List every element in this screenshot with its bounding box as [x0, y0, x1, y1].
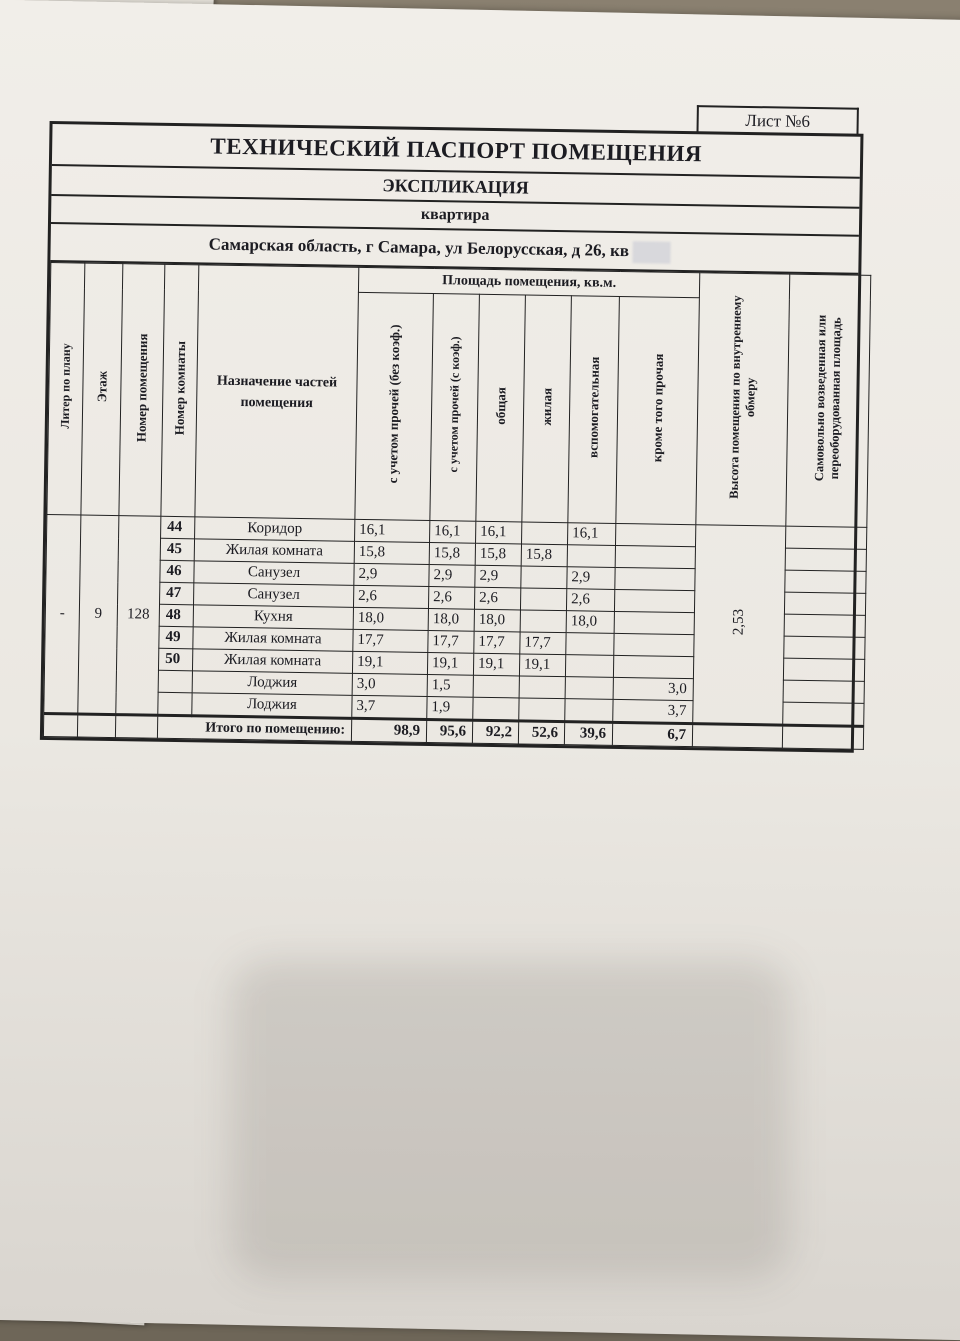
total-other: 6,7: [612, 722, 692, 746]
col-with-other-coef: с учетом прочей (с коэф.): [430, 294, 480, 522]
document-subtitle: ЭКСПЛИКАЦИЯ: [51, 166, 859, 209]
cell-other: 3,7: [613, 699, 693, 723]
cell-floor: 9: [78, 515, 119, 715]
cell-living: 17,7: [520, 632, 566, 655]
cell-living: 15,8: [521, 544, 567, 567]
total-living: 52,6: [518, 721, 564, 745]
cell-total: 16,1: [476, 521, 522, 544]
cell-empty: [115, 715, 157, 739]
cell-no-coef: 19,1: [352, 651, 427, 674]
cell-aux: [565, 655, 613, 678]
cell-other: [614, 633, 694, 656]
premise-kind: квартира: [51, 196, 859, 237]
cell-other: [615, 545, 695, 568]
cell-no-coef: 15,8: [354, 541, 429, 564]
col-liter: Литер по плану: [47, 263, 85, 516]
cell-unauthorized: [784, 636, 865, 659]
cell-purpose: Лоджия: [192, 693, 352, 719]
cell-aux: 2,9: [567, 567, 615, 590]
cell-aux: [565, 699, 613, 723]
col-floor: Этаж: [81, 263, 123, 516]
cell-no-coef: 3,0: [352, 673, 427, 696]
cell-coef: 19,1: [427, 653, 473, 676]
total-coef: 95,6: [426, 719, 472, 743]
cell-other: [614, 611, 694, 634]
cell-living: 19,1: [519, 654, 565, 677]
cell-total: [473, 675, 519, 698]
cell-purpose: Коридор: [195, 517, 355, 542]
cell-coef: 1,5: [427, 675, 473, 698]
cell-living: [519, 676, 565, 699]
cell-aux: 2,6: [566, 589, 614, 612]
cell-empty: [692, 724, 782, 748]
cell-no-coef: 16,1: [355, 519, 430, 542]
phone-shadow: [230, 960, 790, 1280]
cell-aux: 18,0: [566, 611, 614, 634]
cell-coef: 16,1: [430, 521, 476, 544]
cell-other: [615, 523, 695, 546]
cell-unauthorized: [783, 702, 864, 726]
cell-unauthorized: [785, 548, 866, 571]
cell-room-no: 45: [160, 538, 194, 561]
col-height: Высота помещения по внутреннему обмеру: [696, 273, 790, 526]
col-purpose: Назначение частей помещения: [195, 265, 359, 519]
document-title: ТЕХНИЧЕСКИЙ ПАСПОРТ ПОМЕЩЕНИЯ: [52, 124, 861, 179]
col-total: общая: [476, 294, 526, 522]
cell-no-coef: 17,7: [353, 629, 428, 652]
cell-room-no: 50: [158, 648, 192, 671]
cell-purpose: Санузел: [194, 583, 354, 608]
cell-no-coef: 2,6: [353, 585, 428, 608]
cell-unauthorized: [784, 614, 865, 637]
address-text: Самарская область, г Самара, ул Белорусская, д 26, кв: [208, 234, 630, 261]
cell-room-no: 48: [159, 604, 193, 627]
cell-unauthorized: [785, 592, 866, 615]
col-group-area: Площадь помещения, кв.м.: [358, 267, 699, 297]
cell-no-coef: 3,7: [352, 695, 427, 719]
cell-other: 3,0: [613, 677, 693, 700]
cell-total: 19,1: [473, 653, 519, 676]
cell-unauthorized: [783, 658, 864, 681]
cell-coef: 17,7: [428, 631, 474, 654]
cell-no-coef: 2,9: [354, 563, 429, 586]
cell-unauthorized: [783, 680, 864, 703]
cell-total: 2,6: [474, 587, 520, 610]
cell-purpose: Кухня: [193, 605, 353, 630]
total-no-coef: 98,9: [351, 718, 426, 742]
cell-coef: 1,9: [427, 696, 473, 720]
cell-premise-no: 128: [116, 516, 161, 716]
cell-empty: [77, 714, 115, 738]
redacted-apartment-number: [633, 241, 671, 264]
cell-room-no: 49: [159, 626, 193, 649]
col-other: кроме того прочая: [616, 296, 700, 524]
cell-room-no: 47: [160, 582, 194, 605]
cell-aux: 16,1: [568, 523, 616, 546]
cell-purpose: Жилая комната: [194, 539, 354, 564]
cell-aux: [565, 677, 613, 700]
cell-empty: [782, 725, 863, 749]
cell-aux: [567, 545, 615, 568]
cell-room-no: 44: [161, 516, 195, 539]
cell-room-no: 46: [160, 560, 194, 583]
cell-height: [693, 525, 786, 725]
cell-coef: 2,6: [428, 587, 474, 610]
cell-total: 15,8: [475, 543, 521, 566]
cell-purpose: Санузел: [194, 561, 354, 586]
cell-living: [520, 610, 566, 633]
total-aux: 39,6: [564, 722, 612, 746]
cell-living: [520, 588, 566, 611]
col-living: жилая: [522, 295, 572, 523]
cell-unauthorized: [785, 570, 866, 593]
cell-other: [615, 567, 695, 590]
sheet-number: Лист №6: [696, 105, 858, 136]
col-unauthorized: Самовольно возведенная или переоборудованная площадь: [786, 274, 871, 527]
col-room-no: Номер комнаты: [161, 264, 199, 517]
cell-purpose: Жилая комната: [193, 627, 353, 652]
cell-total: [473, 697, 519, 721]
col-with-other-no-coef: с учетом прочей (без коэф.): [355, 292, 434, 520]
cell-room-no: [158, 692, 192, 716]
cell-coef: 15,8: [429, 543, 475, 566]
cell-coef: 18,0: [428, 609, 474, 632]
cell-living: [521, 566, 567, 589]
cell-purpose: Жилая комната: [192, 649, 352, 674]
cell-total: 2,9: [475, 565, 521, 588]
cell-unauthorized: [786, 526, 867, 549]
table-body: [43, 515, 866, 750]
totals-label: Итого по помещению:: [157, 715, 351, 741]
cell-total: 17,7: [474, 631, 520, 654]
cell-other: [614, 589, 694, 612]
cell-no-coef: 18,0: [353, 607, 428, 630]
cell-coef: 2,9: [429, 565, 475, 588]
col-premise-no: Номер помещения: [119, 264, 165, 517]
cell-aux: [566, 633, 614, 656]
cell-living: [519, 698, 565, 722]
total-total: 92,2: [472, 720, 518, 744]
cell-empty: [43, 713, 77, 737]
cell-living: [522, 522, 568, 545]
height-value: 2,53: [730, 608, 748, 636]
cell-liter: -: [44, 515, 81, 715]
document-frame: [40, 121, 864, 753]
cell-other: [613, 655, 693, 678]
cell-purpose: Лоджия: [192, 671, 352, 696]
explication-table: [43, 262, 871, 750]
cell-total: 18,0: [474, 609, 520, 632]
col-auxiliary: вспомогательная: [568, 296, 620, 524]
cell-room-no: [158, 670, 192, 693]
